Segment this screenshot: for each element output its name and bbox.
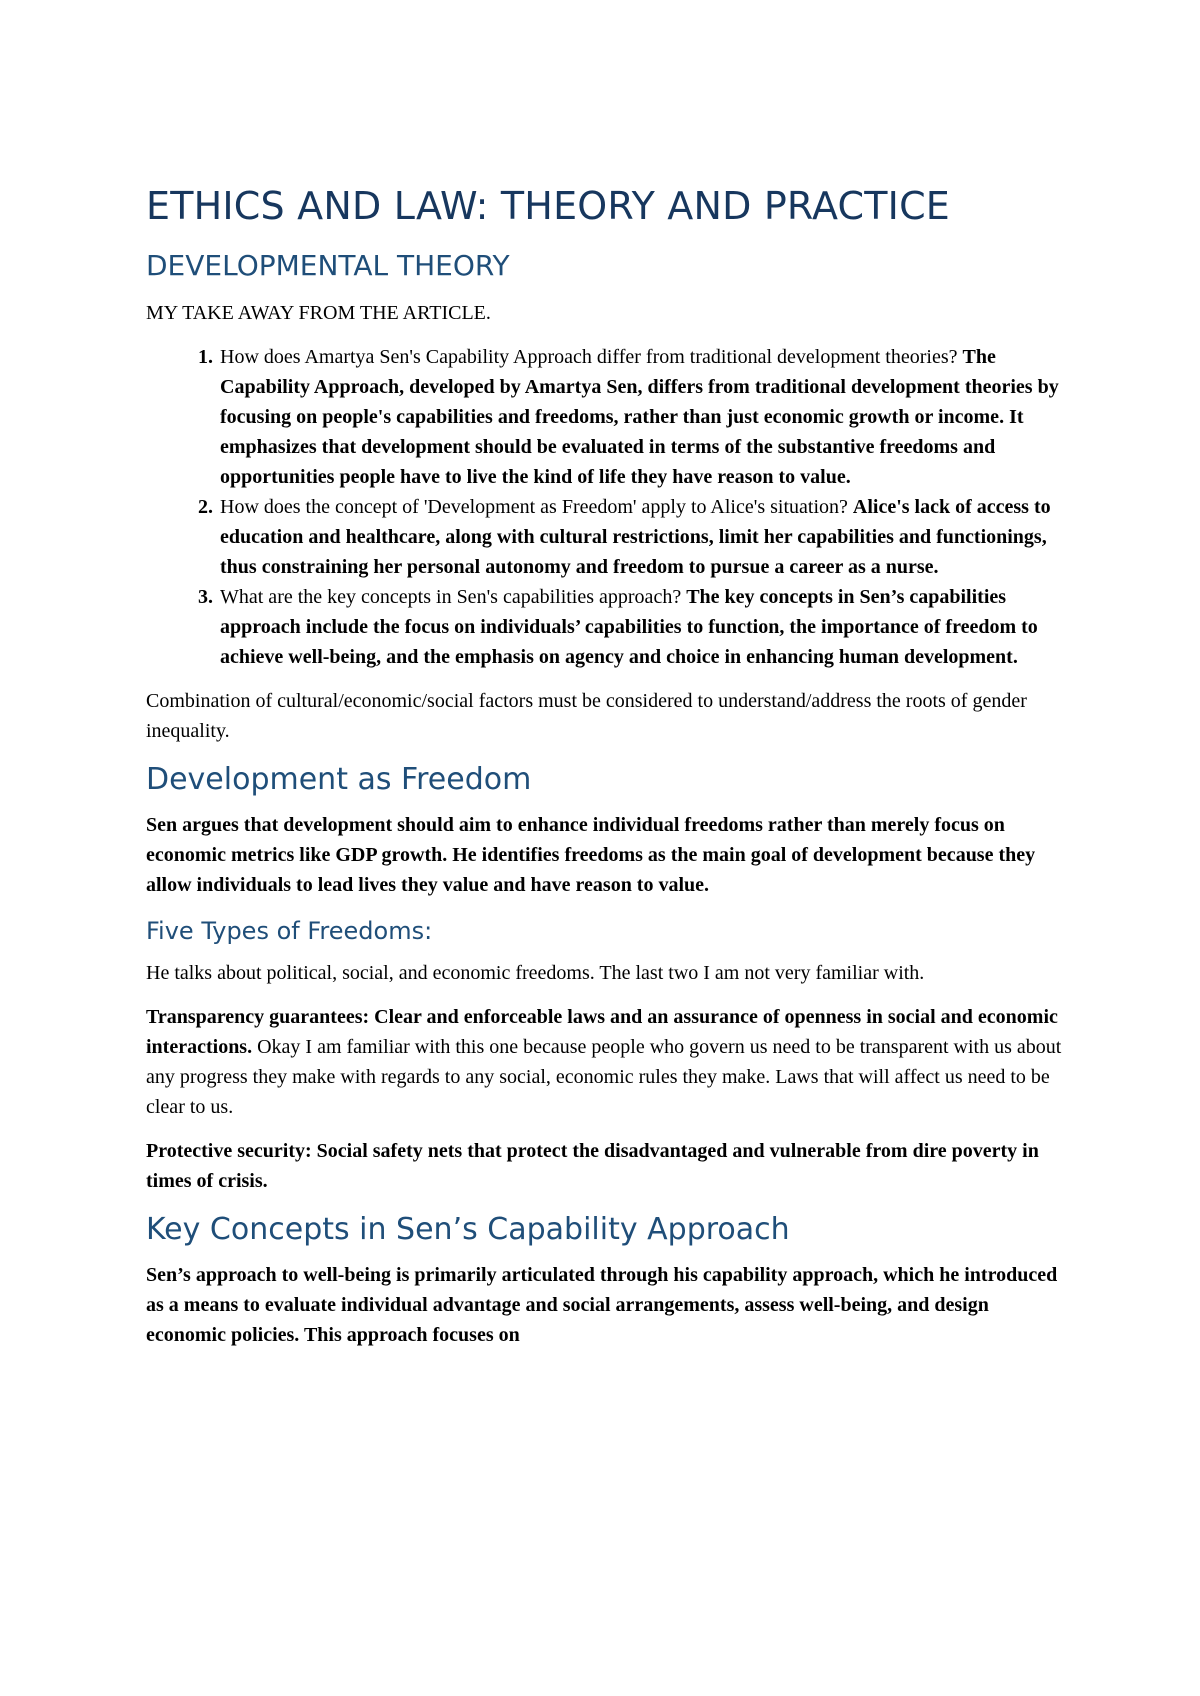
freedoms-paragraph: He talks about political, social, and economic freedoms. The last two I am not very familiar with.	[146, 962, 925, 984]
intro-text: MY TAKE AWAY FROM THE ARTICLE.	[146, 302, 491, 324]
heading-five-types-of-freedoms: Five Types of Freedoms:	[146, 917, 433, 945]
document-title: ETHICS AND LAW: THEORY AND PRACTICE	[146, 184, 951, 228]
summary-paragraph: Combination of cultural/economic/social factors must be considered to understand/address the roots of gender inequality.	[146, 690, 1027, 742]
heading-development-as-freedom: Development as Freedom	[146, 762, 532, 797]
answer-text: The key concepts in Sen’s capabilities approach include the focus on individuals’ capabilities to function, the importance of freedom to achieve well-being, and the emphasis on agency and choice in enhancing human development.	[220, 586, 1038, 668]
section-title: DEVELOPMENTAL THEORY	[146, 249, 510, 282]
question-item	[218, 492, 1066, 582]
question-list	[146, 342, 1066, 672]
transparency-definition: Transparency guarantees: Clear and enforceable laws and an assurance of openness in social and economic interactions.	[146, 1006, 1058, 1058]
document-page	[146, 180, 1066, 1364]
question-item	[218, 342, 1066, 492]
transparency-paragraph	[146, 1002, 1066, 1122]
question-text: How does the concept of 'Development as Freedom' apply to Alice's situation?	[220, 496, 848, 518]
development-as-freedom-paragraph: Sen argues that development should aim to enhance individual freedoms rather than merely focus on economic metrics like GDP growth. He identifies freedoms as the main goal of development because they allow individuals to lead lives they value and have reason to value.	[146, 814, 1036, 896]
question-item	[218, 582, 1066, 672]
answer-text: The Capability Approach, developed by Amartya Sen, differs from traditional development theories by focusing on people's capabilities and freedoms, rather than just economic growth or income. It emphasizes that development should be evaluated in terms of the substantive freedoms and opportunities people have to live the kind of life they have reason to value.	[220, 346, 1059, 488]
question-text: How does Amartya Sen's Capability Approach differ from traditional development theories?	[220, 346, 958, 368]
transparency-comment: Okay I am familiar with this one because people who govern us need to be transparent with us about any progress they make with regards to any social, economic rules they make. Laws that will affect us need to be clear to us.	[146, 1036, 1062, 1118]
answer-text: Alice's lack of access to education and healthcare, along with cultural restrictions, limit her capabilities and functionings, thus constraining her personal autonomy and freedom to pursue a career as a nurse.	[220, 496, 1051, 578]
protective-security-paragraph: Protective security: Social safety nets that protect the disadvantaged and vulnerable from dire poverty in times of crisis.	[146, 1140, 1039, 1192]
key-concepts-paragraph: Sen’s approach to well-being is primarily articulated through his capability approach, which he introduced as a means to evaluate individual advantage and social arrangements, assess well-being, and design economic policies. This approach focuses on	[146, 1264, 1058, 1346]
question-text: What are the key concepts in Sen's capabilities approach?	[220, 586, 682, 608]
heading-key-concepts: Key Concepts in Sen’s Capability Approach	[146, 1212, 790, 1247]
